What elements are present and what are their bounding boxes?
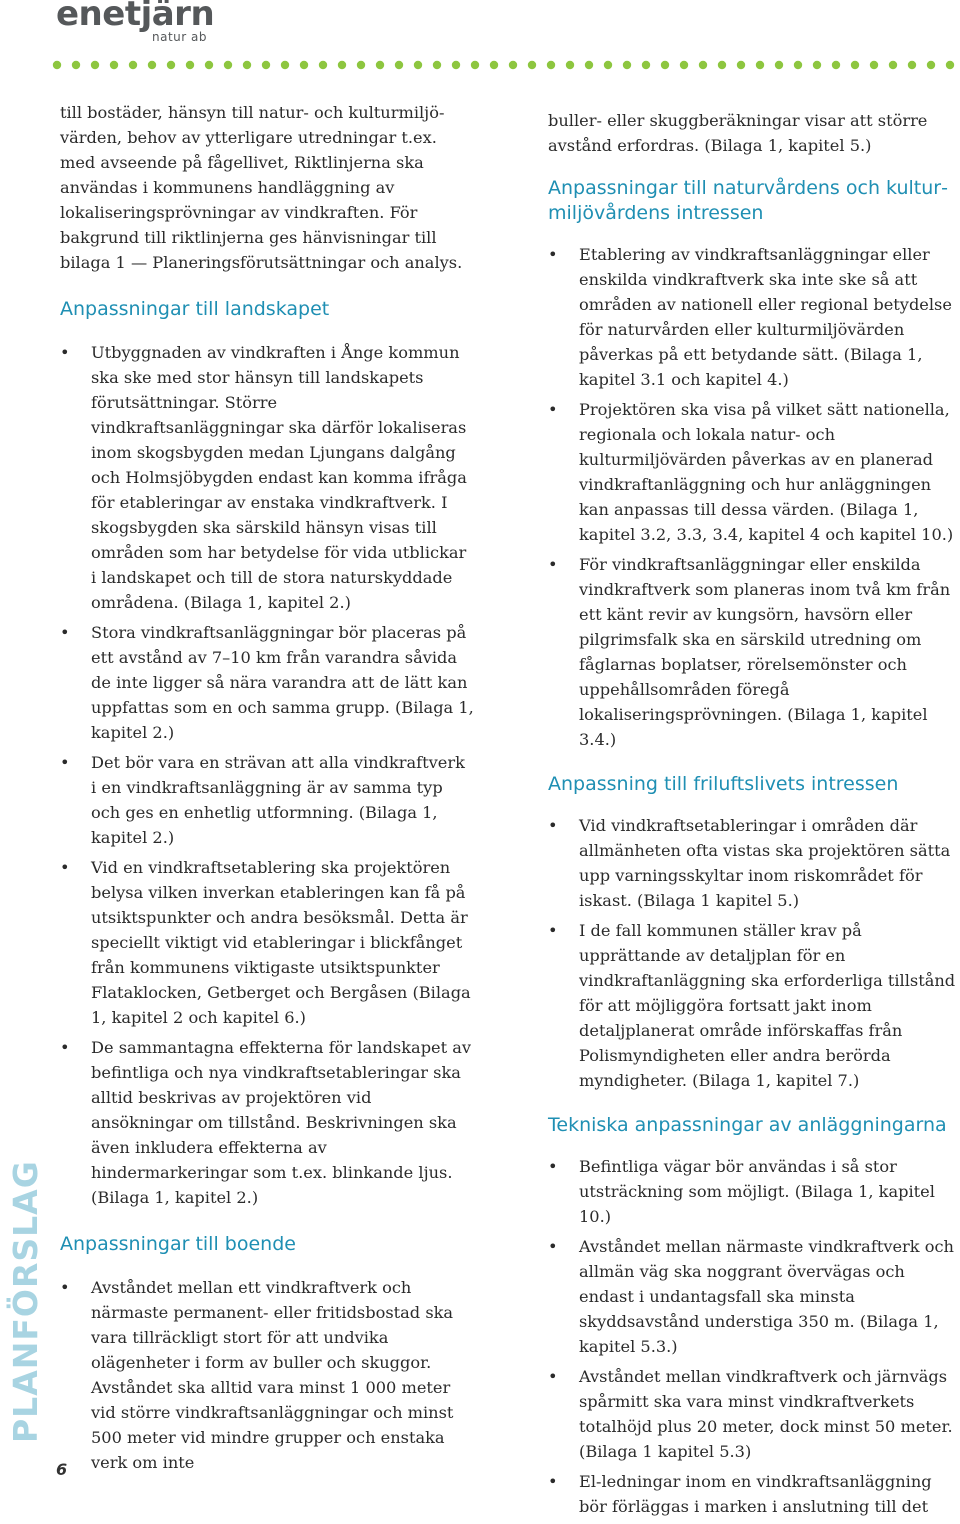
list-item: • De sammantagna effekterna för landskapet av befintliga och nya vindkraftsetableringar ska alltid beskrivas av projektören vid ansökningar om tillstånd. Beskrivningen ska även inkludera effekterna av hindermarkeringar som t.ex. blinkande ljus. (Bilaga 1, kapitel 2.) (60, 1035, 474, 1210)
left-intro-paragraph: till bostäder, hänsyn till natur- och kulturmiljövärden, behov av ytterligare utredningar t.ex. med avseende på fågellivet, Riktlinjerna ska användas i kommunens handläggning av lokaliseringsprövningar av vindkraften. För bakgrund till riktlinjerna ges hänvisningar till bilaga 1 — Planeringsförutsättningar och analys. (60, 103, 463, 272)
divider-dot (129, 61, 137, 69)
divider-dot (338, 61, 346, 69)
tekniska-list (548, 1154, 960, 1519)
boende-list (60, 1275, 474, 1475)
divider-dot (870, 61, 878, 69)
divider-dot (262, 61, 270, 69)
dotted-divider (50, 58, 960, 72)
list-item: • Stora vindkraftsanläggningar bör placeras på ett avstånd av 7–10 km från varandra såvida de inte ligger så nära varandra att de lätt kan uppfattas som en och samma grupp. (Bilaga 1, kapitel 2.) (60, 620, 474, 745)
divider-dot (775, 61, 783, 69)
divider-dot (53, 61, 61, 69)
page-number: 6 (56, 1460, 68, 1479)
divider-dot (395, 61, 403, 69)
divider-dot (737, 61, 745, 69)
list-item: • El-ledningar inom en vindkraftsanläggning bör förläggas i marken i anslutning till det (548, 1469, 960, 1519)
divider-dot (319, 61, 327, 69)
list-item: • Utbyggnaden av vindkraften i Ånge kommun ska ske med stor hänsyn till landskapets förutsättningar. Större vindkraftsanläggningar ska därför lokaliseras inom skogsbygden medan Ljungans dalgång och Holmsjöbygden endast kan komma ifråga för etableringar av enstaka vindkraftverk. I skogsbygden ska särskild hänsyn visas till områden som har betydelse för vida utblickar i landskapet och till de stora naturskyddade områdena. (Bilaga 1, kapitel 2.) (60, 340, 474, 615)
list-item: • Etablering av vindkraftsanläggningar eller enskilda vindkraftverk ska inte ske så att områden av nationell eller regional betydelse för naturvården eller kulturmiljövärden påverkas på ett betydande sätt. (Bilaga 1, kapitel 3.1 och kapitel 4.) (548, 242, 960, 392)
divider-dot (813, 61, 821, 69)
divider-dot (167, 61, 175, 69)
divider-dot (699, 61, 707, 69)
logo-subtitle: natur ab (152, 30, 207, 44)
list-item: • Vid en vindkraftsetablering ska projektören belysa vilken inverkan etableringen kan få på utsiktspunkter och andra besöksmål. Detta är speciellt viktigt vid etableringar i blickfånget från kommunens viktigaste utsiktspunkter Flataklocken, Getberget och Bergåsen (Bilaga 1, kapitel 2 och kapitel 6.) (60, 855, 474, 1030)
divider-dot (927, 61, 935, 69)
natur-list (548, 242, 960, 752)
divider-dot (585, 61, 593, 69)
divider-dot (566, 61, 574, 69)
heading-landskapet: Anpassningar till landskapet (60, 298, 330, 320)
landskapet-list (60, 340, 474, 1210)
list-item: • I de fall kommunen ställer krav på upprättande av detaljplan för en vindkraftanläggning ska erforderliga tillstånd för att möjliggöra fortsatt jakt inom detaljplanerat område införskaffas från Polismyndigheten eller andra berörda myndigheter. (Bilaga 1, kapitel 7.) (548, 918, 960, 1093)
divider-dot (946, 61, 954, 69)
company-logo (56, 0, 236, 44)
divider-dot (243, 61, 251, 69)
divider-dot (528, 61, 536, 69)
divider-dot (376, 61, 384, 69)
divider-dot (490, 61, 498, 69)
divider-dot (718, 61, 726, 69)
divider-dot (604, 61, 612, 69)
divider-dot (91, 61, 99, 69)
divider-dot (300, 61, 308, 69)
divider-dot (452, 61, 460, 69)
divider-dot (281, 61, 289, 69)
divider-dot (148, 61, 156, 69)
divider-dot (547, 61, 555, 69)
section-label-vertical: PLANFÖRSLAG (6, 1160, 45, 1443)
divider-dot (414, 61, 422, 69)
left-column (60, 100, 474, 1480)
divider-dot (471, 61, 479, 69)
divider-dot (357, 61, 365, 69)
divider-dot (186, 61, 194, 69)
list-item: • Vid vindkraftsetableringar i områden där allmänheten ofta vistas ska projektören sätta upp varningsskyltar inom riskområdet för iskast. (Bilaga 1 kapitel 5.) (548, 813, 960, 913)
friluft-list (548, 813, 960, 1093)
list-item: • Det bör vara en strävan att alla vindkraftverk i en vindkraftsanläggning är av samma typ och ges en enhetlig utformning. (Bilaga 1, kapitel 2.) (60, 750, 474, 850)
heading-tekniska: Tekniska anpassningar av anläggningarna (548, 1114, 947, 1136)
heading-naturvard: Anpassningar till naturvårdens och kulturmiljövårdens intressen (548, 177, 948, 224)
list-item: • Avståndet mellan vindkraftverk och järnvägs spårmitt ska vara minst vindkraftverkets totalhöjd plus 20 meter, dock minst 50 meter. (Bilaga 1 kapitel 5.3) (548, 1364, 960, 1464)
divider-dot (433, 61, 441, 69)
divider-dot (509, 61, 517, 69)
list-item: • Befintliga vägar bör användas i så stor utsträckning som möjligt. (Bilaga 1, kapitel 10.) (548, 1154, 960, 1229)
divider-dot (756, 61, 764, 69)
divider-dot (794, 61, 802, 69)
divider-dot (889, 61, 897, 69)
divider-dot (851, 61, 859, 69)
list-item: • Projektören ska visa på vilket sätt nationella, regionala och lokala natur- och kulturmiljövärden påverkas av en planerad vindkraftanläggning och hur anläggningen kan anpassas till dessa värden. (Bilaga 1, kapitel 3.2, 3.3, 3.4, kapitel 4 och kapitel 10.) (548, 397, 960, 547)
divider-dot (680, 61, 688, 69)
divider-dot (661, 61, 669, 69)
divider-dot (205, 61, 213, 69)
right-column (548, 108, 960, 1524)
list-item: • Avståndet mellan närmaste vindkraftverk och allmän väg ska noggrant övervägas och endast i undantagsfall ska minsta skyddsavstånd understiga 350 m. (Bilaga 1, kapitel 5.3.) (548, 1234, 960, 1359)
divider-dot (110, 61, 118, 69)
divider-dot (832, 61, 840, 69)
logo-wordmark: enetjärn (56, 0, 215, 34)
right-intro-paragraph: buller- eller skuggberäkningar visar att större avstånd erfordras. (Bilaga 1, kapitel 5.) (548, 111, 928, 155)
divider-dot (642, 61, 650, 69)
heading-boende: Anpassningar till boende (60, 1233, 296, 1255)
divider-dot (224, 61, 232, 69)
divider-dot (72, 61, 80, 69)
divider-dot (908, 61, 916, 69)
list-item: • För vindkraftsanläggningar eller enskilda vindkraftverk som planeras inom två km från ett känt revir av kungsörn, havsörn eller pilgrimsfalk ska en särskild utredning om fåglarnas boplatser, rörelsemönster och uppehållsområden föregå lokaliseringsprövningen. (Bilaga 1, kapitel 3.4.) (548, 552, 960, 752)
heading-friluftsliv: Anpassning till friluftslivets intressen (548, 773, 899, 795)
list-item: • Avståndet mellan ett vindkraftverk och närmaste permanent- eller fritidsbostad ska vara tillräckligt stort för att undvika olägenheter i form av buller och skuggor. Avståndet ska alltid vara minst 1 000 meter vid större vindkraftsanläggningar och minst 500 meter vid mindre grupper och enstaka verk om inte (60, 1275, 474, 1475)
divider-dot (623, 61, 631, 69)
